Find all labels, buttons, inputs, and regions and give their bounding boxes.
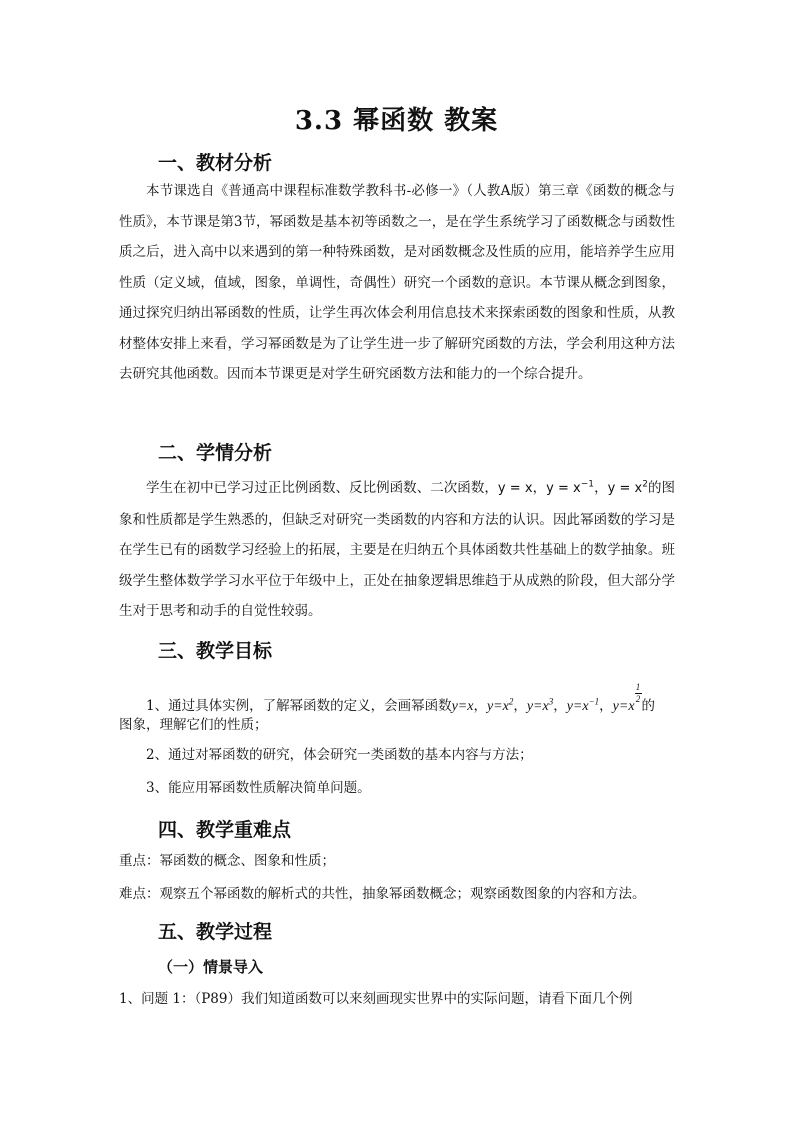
separator: ， [532,480,547,496]
exponent-one-half: $\frac{1}{2}$ [635,682,641,704]
formula-y-eq-x: y = x [497,481,533,496]
power-function-y-eq-x: y=x [451,699,474,714]
key-point: 重点：幂函数的概念、图象和性质； [119,853,335,869]
goal-1-line-2: 图象，理解它们的性质； [119,717,268,733]
goal-3: 3、能应用幂函数性质解决简单问题。 [146,780,371,796]
goal-2: 2、通过对幂函数的研究，体会研究一类函数的基本内容与方法； [146,747,533,763]
goal-1-line-1: 1、通过具体实例，了解幂函数的定义，会画幂函数y=x，$y=x^2$，$y=x^3$，$y=x^{-1}$，y=x $\frac{1}{2}$ 的 [146,682,656,714]
separator: ， [594,480,608,496]
document-title: 3.3 幂函数 教案 [294,106,499,136]
student-analysis-paragraph [119,473,675,627]
section-heading-textbook-analysis: 一、教材分析 [158,152,273,174]
question-1: 1、问题 1：（P89）我们知道函数可以来刻画现实世界中的实际问题，请看下面几个例 [119,991,633,1007]
section-heading-key-difficult-points: 四、教学重难点 [158,819,292,841]
power-function-y-eq-x-cubed: $y=x^3$ [526,696,554,714]
student-analysis-text-b: 的图象和性质都是学生熟悉的，但缺乏对研究一类函数的内容和方法的认识。因此幂函数的学习是在学生已有的函数学习经验上的拓展，主要是在归纳五个具体函数共性基础上的数学抽象。班级学生整体数学学习水平位于年级中上，正处在抽象逻辑思维趋于从成熟的阶段，但大部分学生对于思考和动手的自觉性较弱。 [119,480,676,619]
power-function-y-eq-x-inverse: $y=x^{-1}$ [566,696,600,714]
section-heading-teaching-goals: 三、教学目标 [158,640,273,662]
formula-y-eq-x-inverse: $y = x^{-1}$ [546,479,595,496]
formula-y-eq-x-squared: $y = x^2$ [607,479,648,496]
difficult-point: 难点：观察五个幂函数的解析式的共性，抽象幂函数概念；观察函数图象的内容和方法。 [119,886,646,902]
textbook-analysis-paragraph: 本节课选自《普通高中课程标准数学教科书-必修一》（人教A版）第三章《函数的概念与性质》，本节课是第3节，幂函数是基本初等函数之一，是在学生系统学习了函数概念与函数性质之后，进入高中以来遇到的第一种特殊函数，是对函数概念及性质的应用，能培养学生应用性质（定义域，值域，图象，单调性，奇偶性）研究一个函数的意识。本节课从概念到图象，通过探究归纳出幂函数的性质，让学生再次体会利用信息技术来探索函数的图象和性质，从教材整体安排上来看，学习幂函数是为了让学生进一步了解研究函数的方法，学会利用这种方法去研究其他函数。因而本节课更是对学生研究函数方法和能力的一个综合提升。 [119,183,675,382]
section-heading-student-analysis: 二、学情分析 [158,442,273,464]
subsection-heading-scenario-intro: （一）情景导入 [158,958,264,976]
section-heading-teaching-process: 五、教学过程 [158,921,273,943]
student-analysis-text-a: 学生在初中已学习过正比例函数、反比例函数、二次函数， [146,480,498,496]
power-function-y-eq-sqrt-x: y=x $\frac{1}{2}$ [612,682,641,714]
power-function-y-eq-x-squared: $y=x^2$ [486,696,514,714]
